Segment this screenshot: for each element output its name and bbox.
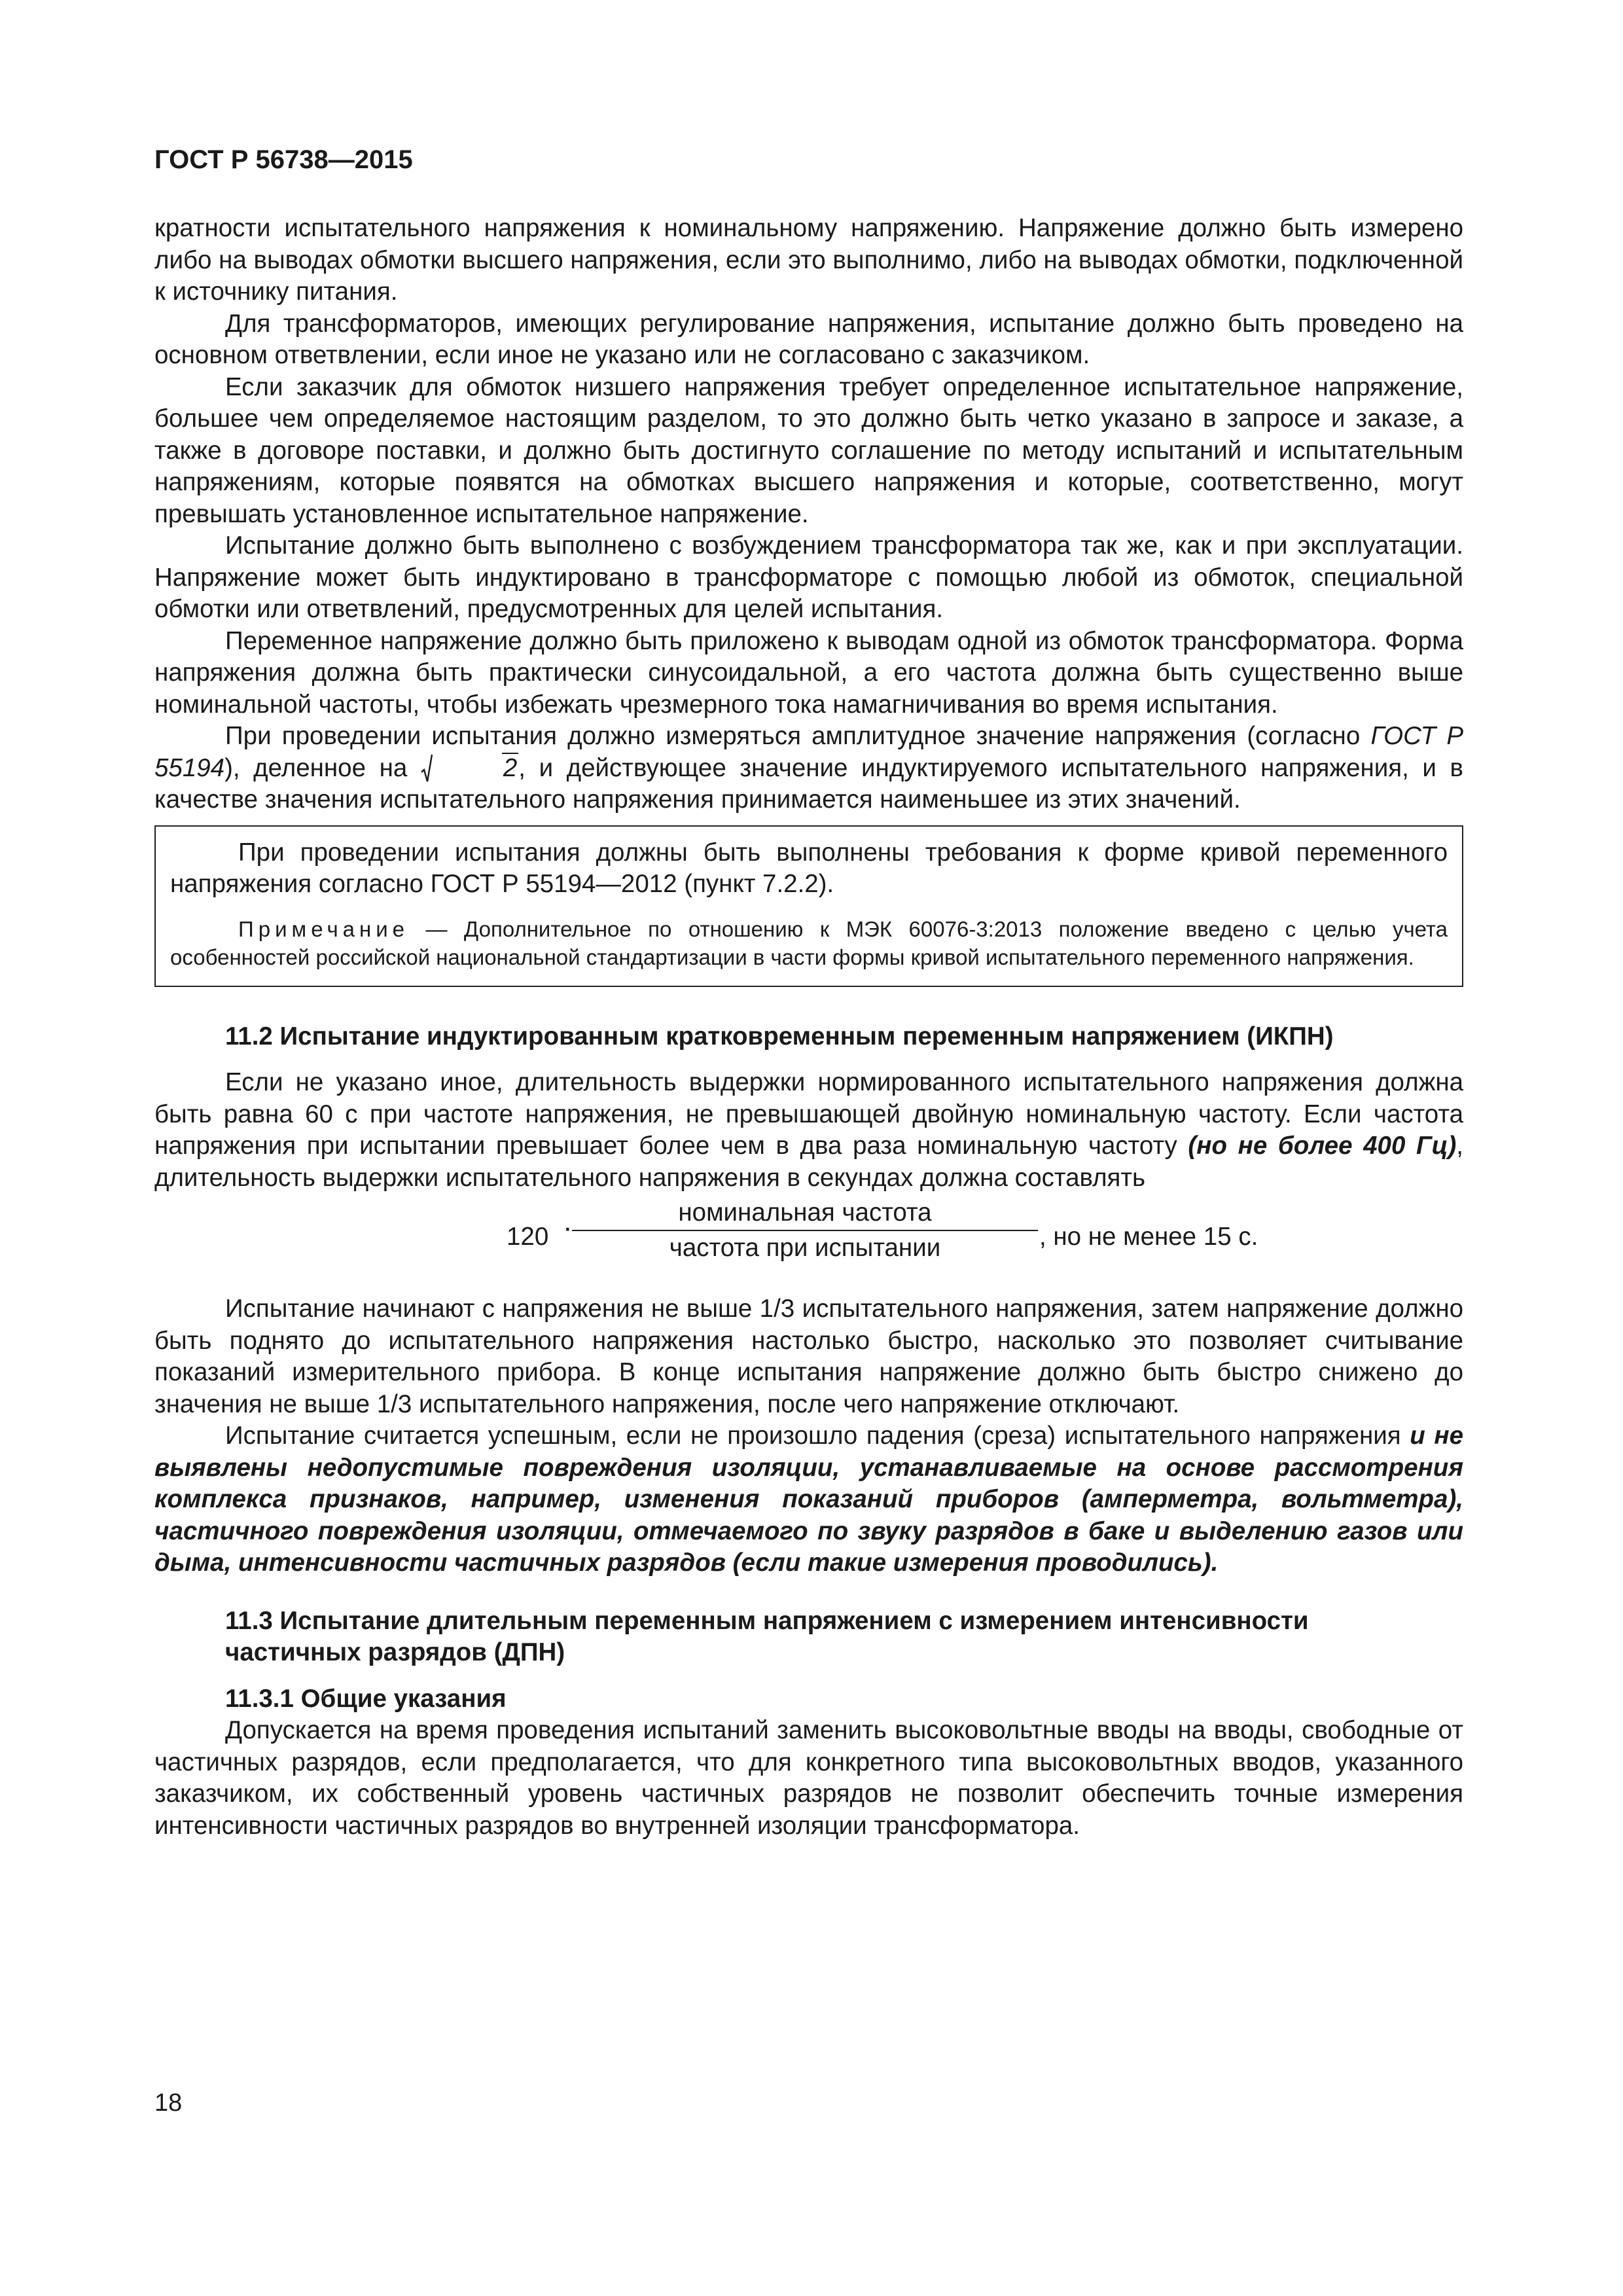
fraction-bar bbox=[572, 1230, 1038, 1231]
text-run: , и действующее значение индуктируемого испытательного напряжения, и в качестве значения испытательного напряжения принимается наименьшее из этих значений. bbox=[154, 753, 1463, 814]
paragraph: Если заказчик для обмоток низшего напряжения требует определенное испытательное напряжение, большее чем определяемое настоящим разделом, то это должно быть четко указано в запросе и заказе, а также в договоре поставки, и должно быть достигнуто соглашение по методу испытаний и испытательным напряжениям, которые появятся на обмотках высшего напряжения и которые, соответственно, могут превышать установленное испытательное напряжение. bbox=[154, 372, 1463, 528]
paragraph: Испытание начинают с напряжения не выше 1/3 испытательного напряжения, затем напряжение должно быть поднято до испытательного напряжения настолько быстро, насколько это позволяет считывание показаний измерительного прибора. В конце испытания напряжение должно быть быстро снижено до значения не выше 1/3 испытательного напряжения, после чего напряжение отключают. bbox=[154, 1295, 1463, 1418]
page-number: 18 bbox=[154, 2089, 183, 2117]
square-root-radicand: 2 bbox=[503, 753, 518, 782]
text-run: , длительность выдержки испытательного напряжения в секундах должна составлять bbox=[154, 1132, 1463, 1192]
note-text: — Дополнительное по отношению к МЭК 60076-3:2013 положение введено с целью учета особенностей российской национальной стандартизации в части формы кривой испытательного переменного напряжения. bbox=[170, 916, 1448, 969]
section-heading-11-2: 11.2 Испытание индуктированным кратковременным переменным напряжением (ИКПН) bbox=[225, 1022, 1334, 1050]
formula-tail: , но не менее 15 с. bbox=[1039, 1223, 1258, 1251]
formula-fraction bbox=[572, 1198, 1038, 1263]
box-text: При проведении испытания должны быть выполнены требования к форме кривой переменного напряжения согласно ГОСТ Р 55194—2012 (пункт 7.2.2). bbox=[170, 838, 1448, 898]
heading-line: 11.3 Испытание длительным переменным напряжением с измерением интенсивности bbox=[225, 1606, 1309, 1635]
note bbox=[170, 915, 1448, 971]
formula-multiply: · bbox=[563, 1211, 573, 1244]
standard-reference: ГОСТ Р 55194 bbox=[154, 722, 1463, 782]
square-root bbox=[421, 753, 518, 785]
paragraph bbox=[154, 721, 1463, 816]
paragraph: Испытание должно быть выполнено с возбуждением трансформатора так же, как и при эксплуатации. Напряжение может быть индуктировано в трансформаторе с помощью любой из обмоток, специальной обмотки или ответвлений, предусмотренных для целей испытания. bbox=[154, 531, 1463, 623]
formula-denominator: частота при испытании bbox=[669, 1234, 941, 1262]
paragraph bbox=[154, 1067, 1463, 1194]
frequency-limit: (но не более 400 Гц) bbox=[1188, 1132, 1457, 1160]
radical-sign-icon bbox=[421, 754, 433, 784]
formula-coefficient: 120 bbox=[507, 1223, 549, 1251]
document-body bbox=[154, 213, 1463, 1842]
text-run: Если не указано иное, длительность выдержки нормированного испытательного напряжения должна быть равна 60 с при частоте напряжения, не превышающей двойную номинальную частоту. Если частота напряжения при испытании превышает более чем в два раза номинальную частоту bbox=[154, 1068, 1463, 1160]
paragraph: Переменное напряжение должно быть приложено к выводам одной из обмоток трансформатора. Форма напряжения должна быть практически синусоидальной, а его частота должна быть существенно выше номинальной частоты, чтобы избежать чрезмерного тока намагничивания во время испытания. bbox=[154, 626, 1463, 719]
success-criteria: и не выявлены недопустимые повреждения изоляции, устанавливаемые на основе рассмотрения комплекса признаков, например, изменения показаний приборов (амперметра, вольтметра), частичного повреждения изоляции, отмечаемого по звуку разрядов в баке и выделению газов или дыма, интенсивности частичных разрядов (если такие измерения проводились). bbox=[154, 1422, 1463, 1577]
paragraph: Для трансформаторов, имеющих регулирование напряжения, испытание должно быть проведено на основном ответвлении, если иное не указано или не согласовано с заказчиком. bbox=[154, 309, 1463, 369]
note-label: Примечание bbox=[238, 916, 410, 941]
formula-numerator: номинальная частота bbox=[678, 1198, 932, 1227]
text-run: Испытание считается успешным, если не произошло падения (среза) испытательного напряжения bbox=[225, 1422, 1401, 1450]
paragraph bbox=[154, 1420, 1463, 1579]
text-run: ), деленное на bbox=[224, 753, 421, 782]
duration-formula bbox=[154, 1198, 1463, 1275]
national-addition-box bbox=[154, 825, 1463, 987]
heading-line: частичных разрядов (ДПН) bbox=[225, 1638, 565, 1666]
paragraph: Допускается на время проведения испытаний заменить высоковольтные вводы на вводы, свободные от частичных разрядов, если предполагается, что для конкретного типа высоковольтных вводов, указанного заказчиком, их собственный уровень частичных разрядов не позволит обеспечить точные измерения интенсивности частичных разрядов во внутренней изоляции трансформатора. bbox=[154, 1716, 1463, 1840]
paragraph: кратности испытательного напряжения к номинальному напряжению. Напряжение должно быть измерено либо на выводах обмотки высшего напряжения, если это выполнимо, либо на выводах обмотки, подключенной к источнику питания. bbox=[154, 214, 1463, 306]
subsection-heading-11-3-1: 11.3.1 Общие указания bbox=[225, 1684, 507, 1713]
section-heading-11-3 bbox=[154, 1605, 1463, 1669]
document-header: ГОСТ Р 56738—2015 bbox=[154, 145, 413, 174]
text-run: При проведении испытания должно измеряться амплитудное значение напряжения (согласно bbox=[225, 722, 1371, 750]
